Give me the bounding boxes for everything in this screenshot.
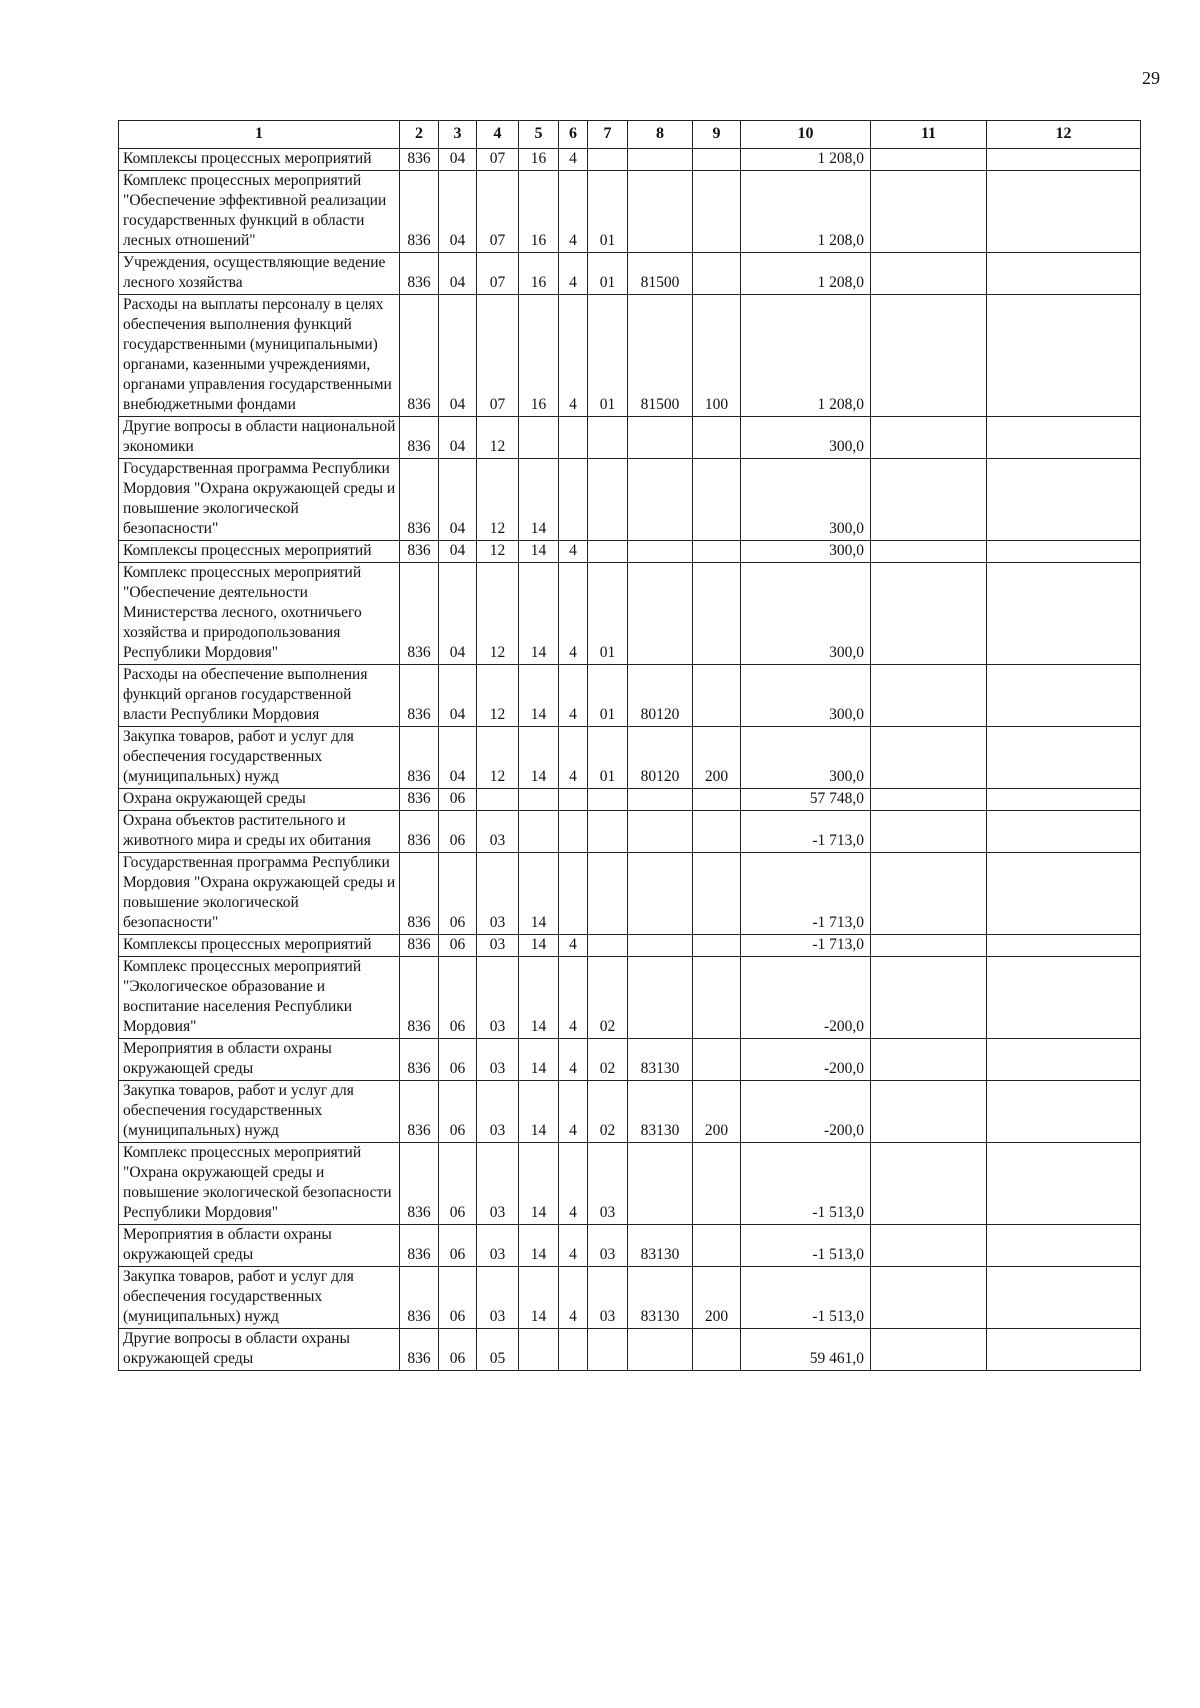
table-row (119, 149, 1141, 171)
row-code-col-4: 07 (477, 171, 519, 253)
row-description: Комплекс процессных мероприятий "Охрана окружающей среды и повышение экологической безопасности Республики Мордовия" (119, 1143, 400, 1225)
row-code-col-4: 03 (477, 853, 519, 935)
row-code-col-5: 14 (519, 1143, 559, 1225)
row-col-12 (987, 149, 1141, 171)
row-code-col-3: 04 (439, 459, 477, 541)
row-code-col-2: 836 (400, 1225, 439, 1267)
row-code-col-3: 06 (439, 1267, 477, 1329)
row-code-col-5 (519, 1329, 559, 1371)
row-col-11 (871, 541, 987, 563)
row-code-col-6 (559, 417, 588, 459)
row-col-11 (871, 1143, 987, 1225)
table-row (119, 1039, 1141, 1081)
column-header-10: 10 (741, 121, 871, 149)
column-header-4: 4 (477, 121, 519, 149)
table-row (119, 171, 1141, 253)
row-description: Государственная программа Республики Мордовия "Охрана окружающей среды и повышение экологической безопасности" (119, 853, 400, 935)
table-row (119, 789, 1141, 811)
row-code-col-4: 03 (477, 1225, 519, 1267)
row-code-col-6 (559, 459, 588, 541)
row-code-col-5: 14 (519, 541, 559, 563)
row-code-col-2: 836 (400, 417, 439, 459)
row-code-col-9: 200 (693, 727, 741, 789)
row-code-col-7: 01 (588, 171, 628, 253)
row-col-11 (871, 1039, 987, 1081)
row-col-12 (987, 853, 1141, 935)
row-code-col-6: 4 (559, 295, 588, 417)
row-code-col-6: 4 (559, 665, 588, 727)
row-code-col-2: 836 (400, 853, 439, 935)
row-code-col-8 (628, 541, 693, 563)
row-code-col-9 (693, 253, 741, 295)
row-description: Другие вопросы в области охраны окружающей среды (119, 1329, 400, 1371)
table-row (119, 1225, 1141, 1267)
row-code-col-8 (628, 563, 693, 665)
row-code-col-8: 80120 (628, 665, 693, 727)
row-col-12 (987, 811, 1141, 853)
row-description: Государственная программа Республики Мордовия "Охрана окружающей среды и повышение экологической безопасности" (119, 459, 400, 541)
row-code-col-6 (559, 811, 588, 853)
row-code-col-9 (693, 665, 741, 727)
row-col-12 (987, 1225, 1141, 1267)
column-header-2: 2 (400, 121, 439, 149)
row-code-col-4: 12 (477, 541, 519, 563)
row-code-col-3: 06 (439, 811, 477, 853)
row-code-col-4 (477, 789, 519, 811)
row-code-col-3: 06 (439, 1225, 477, 1267)
row-code-col-6 (559, 789, 588, 811)
row-description: Комплексы процессных мероприятий (119, 935, 400, 957)
row-code-col-3: 04 (439, 665, 477, 727)
row-code-col-2: 836 (400, 541, 439, 563)
row-code-col-4: 03 (477, 1039, 519, 1081)
row-description: Комплексы процессных мероприятий (119, 541, 400, 563)
row-code-col-2: 836 (400, 1267, 439, 1329)
row-code-col-6: 4 (559, 1081, 588, 1143)
row-code-col-8 (628, 1143, 693, 1225)
row-code-col-3: 06 (439, 1143, 477, 1225)
row-code-col-2: 836 (400, 253, 439, 295)
row-code-col-2: 836 (400, 727, 439, 789)
row-code-col-2: 836 (400, 295, 439, 417)
row-code-col-5: 14 (519, 1267, 559, 1329)
table-row (119, 1267, 1141, 1329)
row-code-col-2: 836 (400, 935, 439, 957)
row-code-col-2: 836 (400, 171, 439, 253)
row-code-col-8 (628, 789, 693, 811)
row-amount: -200,0 (741, 1039, 871, 1081)
row-code-col-8 (628, 171, 693, 253)
row-code-col-6: 4 (559, 171, 588, 253)
row-code-col-9 (693, 1143, 741, 1225)
row-amount: 57 748,0 (741, 789, 871, 811)
row-code-col-5: 14 (519, 665, 559, 727)
row-code-col-3: 06 (439, 1081, 477, 1143)
row-code-col-7: 02 (588, 957, 628, 1039)
row-description: Мероприятия в области охраны окружающей среды (119, 1225, 400, 1267)
row-amount: 300,0 (741, 417, 871, 459)
row-code-col-8 (628, 149, 693, 171)
row-code-col-8: 80120 (628, 727, 693, 789)
row-col-11 (871, 1081, 987, 1143)
row-col-12 (987, 935, 1141, 957)
row-amount: -1 713,0 (741, 811, 871, 853)
row-code-col-2: 836 (400, 1329, 439, 1371)
column-header-1: 1 (119, 121, 400, 149)
row-code-col-4: 12 (477, 417, 519, 459)
table-row (119, 1143, 1141, 1225)
row-amount: 59 461,0 (741, 1329, 871, 1371)
row-code-col-4: 12 (477, 665, 519, 727)
table-row (119, 295, 1141, 417)
row-code-col-5: 14 (519, 935, 559, 957)
table-row (119, 665, 1141, 727)
table-row (119, 1081, 1141, 1143)
row-code-col-3: 04 (439, 417, 477, 459)
row-code-col-4: 03 (477, 1267, 519, 1329)
row-code-col-4: 03 (477, 1081, 519, 1143)
row-code-col-5 (519, 811, 559, 853)
column-header-11: 11 (871, 121, 987, 149)
row-code-col-5: 16 (519, 253, 559, 295)
row-col-12 (987, 1329, 1141, 1371)
row-code-col-6: 4 (559, 149, 588, 171)
row-col-11 (871, 665, 987, 727)
row-description: Закупка товаров, работ и услуг для обеспечения государственных (муниципальных) нужд (119, 1267, 400, 1329)
row-code-col-4: 07 (477, 149, 519, 171)
row-code-col-4: 03 (477, 957, 519, 1039)
row-code-col-5: 14 (519, 853, 559, 935)
row-code-col-5: 16 (519, 171, 559, 253)
row-code-col-9 (693, 171, 741, 253)
row-description: Закупка товаров, работ и услуг для обеспечения государственных (муниципальных) нужд (119, 1081, 400, 1143)
row-code-col-8: 83130 (628, 1267, 693, 1329)
row-col-12 (987, 417, 1141, 459)
row-description: Охрана объектов растительного и животного мира и среды их обитания (119, 811, 400, 853)
row-col-12 (987, 727, 1141, 789)
page-number: 29 (1142, 68, 1160, 88)
budget-table (118, 120, 1141, 1371)
row-code-col-7: 01 (588, 253, 628, 295)
row-col-12 (987, 665, 1141, 727)
table-row (119, 853, 1141, 935)
row-amount: 1 208,0 (741, 253, 871, 295)
row-code-col-7: 03 (588, 1225, 628, 1267)
row-code-col-4: 03 (477, 811, 519, 853)
table-row (119, 459, 1141, 541)
column-header-3: 3 (439, 121, 477, 149)
row-code-col-3: 04 (439, 563, 477, 665)
row-description: Комплекс процессных мероприятий "Обеспечение деятельности Министерства лесного, охотничьего хозяйства и природопользования Республики Мордовия" (119, 563, 400, 665)
row-description: Учреждения, осуществляющие ведение лесного хозяйства (119, 253, 400, 295)
row-code-col-8: 83130 (628, 1039, 693, 1081)
row-code-col-8 (628, 935, 693, 957)
row-code-col-9 (693, 459, 741, 541)
row-code-col-7 (588, 149, 628, 171)
row-code-col-3: 06 (439, 957, 477, 1039)
row-code-col-3: 04 (439, 149, 477, 171)
row-col-12 (987, 1039, 1141, 1081)
table-row (119, 563, 1141, 665)
row-code-col-2: 836 (400, 957, 439, 1039)
row-amount: 1 208,0 (741, 295, 871, 417)
header-row (119, 121, 1141, 149)
table-row (119, 957, 1141, 1039)
row-code-col-8: 83130 (628, 1225, 693, 1267)
row-code-col-7 (588, 417, 628, 459)
row-code-col-6: 4 (559, 563, 588, 665)
row-code-col-3: 04 (439, 727, 477, 789)
row-code-col-5 (519, 789, 559, 811)
row-col-11 (871, 935, 987, 957)
row-col-12 (987, 789, 1141, 811)
row-code-col-7 (588, 789, 628, 811)
row-code-col-2: 836 (400, 459, 439, 541)
row-code-col-5: 14 (519, 563, 559, 665)
row-col-11 (871, 149, 987, 171)
table-body (119, 149, 1141, 1371)
row-code-col-2: 836 (400, 665, 439, 727)
row-code-col-6: 4 (559, 1039, 588, 1081)
row-code-col-5: 16 (519, 149, 559, 171)
row-col-12 (987, 957, 1141, 1039)
row-amount: -200,0 (741, 957, 871, 1039)
column-header-6: 6 (559, 121, 588, 149)
row-code-col-7: 01 (588, 665, 628, 727)
row-code-col-6: 4 (559, 935, 588, 957)
row-code-col-5: 14 (519, 1039, 559, 1081)
row-code-col-3: 04 (439, 295, 477, 417)
row-code-col-2: 836 (400, 1143, 439, 1225)
row-code-col-9 (693, 789, 741, 811)
row-col-11 (871, 1329, 987, 1371)
row-code-col-4: 07 (477, 295, 519, 417)
table-row (119, 727, 1141, 789)
row-code-col-7: 03 (588, 1267, 628, 1329)
row-amount: -1 713,0 (741, 935, 871, 957)
row-code-col-7 (588, 541, 628, 563)
row-code-col-4: 12 (477, 563, 519, 665)
row-code-col-7: 01 (588, 563, 628, 665)
row-code-col-7: 02 (588, 1081, 628, 1143)
row-code-col-6: 4 (559, 1143, 588, 1225)
row-col-12 (987, 1081, 1141, 1143)
row-code-col-3: 04 (439, 253, 477, 295)
row-description: Охрана окружающей среды (119, 789, 400, 811)
row-amount: 300,0 (741, 665, 871, 727)
row-code-col-9: 200 (693, 1081, 741, 1143)
row-amount: 1 208,0 (741, 149, 871, 171)
row-col-12 (987, 295, 1141, 417)
table-row (119, 541, 1141, 563)
row-description: Мероприятия в области охраны окружающей среды (119, 1039, 400, 1081)
row-code-col-8: 83130 (628, 1081, 693, 1143)
row-amount: -1 713,0 (741, 853, 871, 935)
row-code-col-4: 12 (477, 459, 519, 541)
row-code-col-6 (559, 1329, 588, 1371)
row-col-11 (871, 295, 987, 417)
row-code-col-4: 05 (477, 1329, 519, 1371)
row-description: Комплексы процессных мероприятий (119, 149, 400, 171)
row-code-col-2: 836 (400, 789, 439, 811)
row-col-11 (871, 459, 987, 541)
row-code-col-5: 14 (519, 727, 559, 789)
row-code-col-7: 01 (588, 295, 628, 417)
row-amount: -200,0 (741, 1081, 871, 1143)
row-code-col-4: 12 (477, 727, 519, 789)
row-code-col-9 (693, 811, 741, 853)
row-description: Комплекс процессных мероприятий "Обеспечение эффективной реализации государственных функций в области лесных отношений" (119, 171, 400, 253)
row-code-col-9 (693, 563, 741, 665)
row-col-11 (871, 811, 987, 853)
row-code-col-4: 07 (477, 253, 519, 295)
row-col-12 (987, 1267, 1141, 1329)
row-amount: 300,0 (741, 541, 871, 563)
column-header-8: 8 (628, 121, 693, 149)
row-code-col-7: 02 (588, 1039, 628, 1081)
row-col-11 (871, 957, 987, 1039)
row-col-12 (987, 1143, 1141, 1225)
row-code-col-8 (628, 853, 693, 935)
row-code-col-7: 01 (588, 727, 628, 789)
row-code-col-8 (628, 1329, 693, 1371)
row-code-col-3: 06 (439, 853, 477, 935)
table-row (119, 811, 1141, 853)
row-description: Закупка товаров, работ и услуг для обеспечения государственных (муниципальных) нужд (119, 727, 400, 789)
row-code-col-6: 4 (559, 1267, 588, 1329)
row-code-col-8 (628, 811, 693, 853)
row-code-col-7 (588, 811, 628, 853)
row-code-col-9 (693, 1329, 741, 1371)
row-code-col-9 (693, 1225, 741, 1267)
row-description: Другие вопросы в области национальной экономики (119, 417, 400, 459)
row-amount: 300,0 (741, 563, 871, 665)
row-code-col-9 (693, 1039, 741, 1081)
row-description: Расходы на обеспечение выполнения функций органов государственной власти Республики Мордовия (119, 665, 400, 727)
row-amount: -1 513,0 (741, 1143, 871, 1225)
column-header-5: 5 (519, 121, 559, 149)
row-code-col-3: 04 (439, 171, 477, 253)
row-code-col-5: 16 (519, 295, 559, 417)
row-code-col-3: 04 (439, 541, 477, 563)
row-code-col-2: 836 (400, 1039, 439, 1081)
row-col-11 (871, 417, 987, 459)
row-code-col-7 (588, 935, 628, 957)
row-description: Комплекс процессных мероприятий "Экологическое образование и воспитание населения Республики Мордовия" (119, 957, 400, 1039)
row-code-col-9: 100 (693, 295, 741, 417)
row-code-col-8: 81500 (628, 253, 693, 295)
row-code-col-2: 836 (400, 811, 439, 853)
row-col-11 (871, 727, 987, 789)
row-code-col-4: 03 (477, 1143, 519, 1225)
row-code-col-6 (559, 853, 588, 935)
column-header-7: 7 (588, 121, 628, 149)
row-code-col-6: 4 (559, 727, 588, 789)
table-row (119, 935, 1141, 957)
row-code-col-2: 836 (400, 563, 439, 665)
row-code-col-3: 06 (439, 935, 477, 957)
row-amount: -1 513,0 (741, 1225, 871, 1267)
row-col-12 (987, 541, 1141, 563)
row-col-11 (871, 853, 987, 935)
row-code-col-2: 836 (400, 1081, 439, 1143)
row-code-col-7 (588, 853, 628, 935)
row-col-12 (987, 253, 1141, 295)
row-amount: 300,0 (741, 727, 871, 789)
row-code-col-5: 14 (519, 957, 559, 1039)
row-code-col-3: 06 (439, 789, 477, 811)
table-row (119, 253, 1141, 295)
row-col-11 (871, 1225, 987, 1267)
row-code-col-9 (693, 853, 741, 935)
table-header (119, 121, 1141, 149)
row-code-col-2: 836 (400, 149, 439, 171)
row-code-col-9 (693, 935, 741, 957)
row-col-12 (987, 459, 1141, 541)
row-code-col-8 (628, 957, 693, 1039)
row-code-col-6: 4 (559, 1225, 588, 1267)
row-col-11 (871, 563, 987, 665)
row-col-12 (987, 563, 1141, 665)
row-description: Расходы на выплаты персоналу в целях обеспечения выполнения функций государственными (муниципальными) органами, казенными учреждениями, органами управления государственными внебюджетными фондами (119, 295, 400, 417)
row-code-col-9 (693, 541, 741, 563)
row-code-col-6: 4 (559, 957, 588, 1039)
row-code-col-5 (519, 417, 559, 459)
row-code-col-3: 06 (439, 1039, 477, 1081)
row-code-col-9 (693, 957, 741, 1039)
row-code-col-9 (693, 149, 741, 171)
row-amount: 300,0 (741, 459, 871, 541)
row-code-col-8 (628, 459, 693, 541)
row-col-11 (871, 171, 987, 253)
row-code-col-3: 06 (439, 1329, 477, 1371)
column-header-9: 9 (693, 121, 741, 149)
row-col-11 (871, 1267, 987, 1329)
row-col-11 (871, 789, 987, 811)
row-amount: 1 208,0 (741, 171, 871, 253)
row-code-col-5: 14 (519, 1081, 559, 1143)
row-code-col-7: 03 (588, 1143, 628, 1225)
row-code-col-8 (628, 417, 693, 459)
row-amount: -1 513,0 (741, 1267, 871, 1329)
row-code-col-7 (588, 1329, 628, 1371)
row-code-col-6: 4 (559, 253, 588, 295)
row-col-11 (871, 253, 987, 295)
table-row (119, 1329, 1141, 1371)
row-code-col-5: 14 (519, 1225, 559, 1267)
row-code-col-5: 14 (519, 459, 559, 541)
column-header-12: 12 (987, 121, 1141, 149)
row-code-col-8: 81500 (628, 295, 693, 417)
row-code-col-9 (693, 417, 741, 459)
table-row (119, 417, 1141, 459)
row-code-col-4: 03 (477, 935, 519, 957)
row-code-col-9: 200 (693, 1267, 741, 1329)
row-code-col-6: 4 (559, 541, 588, 563)
row-col-12 (987, 171, 1141, 253)
row-code-col-7 (588, 459, 628, 541)
